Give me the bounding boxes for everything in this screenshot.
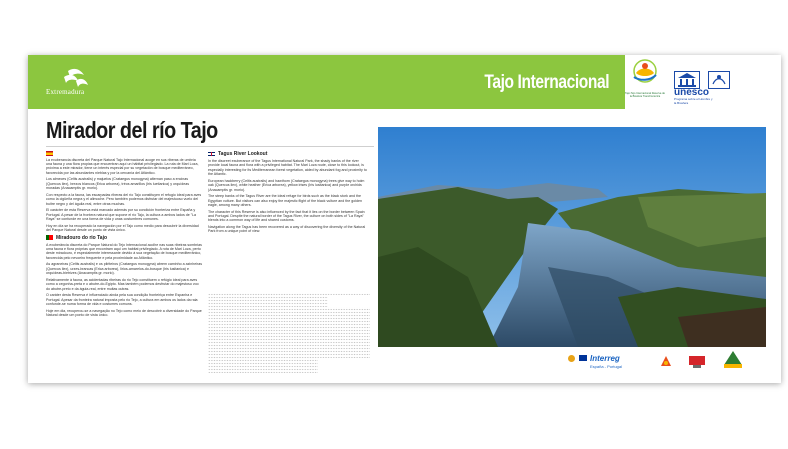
interreg-logo-text: Interreg	[590, 354, 620, 363]
spanish-paragraph: Hoy en día se ha recuperado la navegación por el Tajo como medio para descubrir la diversidad del Parque Natural desde un punto de vista único.	[46, 223, 199, 232]
unesco-wordmark: unesco	[674, 87, 710, 98]
reserve-logo-text: Tajo-Tejo Internacional Reserva de la Biosfera Transfronteriza	[625, 92, 665, 98]
unesco-subtitle: Programa sobre el Hombre y la Biosfera	[674, 97, 713, 105]
braille-spacer	[328, 295, 370, 307]
text-column-right	[208, 151, 370, 236]
spanish-paragraph: La exuberancia discreta del Parque Natural Tajo Internacional acoge en sus riberas de umbría una fauna y una flora propias que encuentran aquí un hábitat privilegiado. La ruta de Mari Loza, próxima a este mirador, tiene un interés especial por su vegetación de bosque mediterráneo, favorecida por las abundantes nieblas y por la cercanía del Atlántico.	[46, 157, 199, 175]
uk-flag-icon	[208, 152, 215, 157]
portuguese-paragraph: As agraneiras (Celtis australis) e os pilriteiros (Crataegus monogyna) abrem caminho a azinheiras (Quercus ilex), urzes-brancas (Erica arborea), lírios-amarelos-do-bosque (Iris lusitanica) e orquídeas-bietrizes (Anacamptis gr. morio).	[46, 262, 202, 276]
portuguese-paragraph: Relativamente à fauna, as acidentadas ribeiras do rio Tejo constituem o refúgio ideal para aves como a cegonha-preta e o abutre-do-Egipto. Mas também podemos desfrutar do majestoso voo do abutre-preto e da águia-real, entre muitas outras.	[46, 277, 199, 291]
english-paragraph: European hackberry (Celtis australis) and hawthorn (Crataegus monogyna) trees give way to holm oak (Quercus ilex), white heather (Erica arborea), yellow irises (Iris lusitanica) and purple orchids (Anacamptis gr. morio).	[208, 178, 365, 192]
portuguese-paragraph: A exuberância discreta do Parque Natural do Tejo Internacional acolhe nas suas ribeiras sombrias uma fauna e flora próprias que encontram aqui um habitat privilegiado. A rota de Mari Loza, perto deste miradouro, é especialmente interessante devido à sua vegetação de bosque mediterrânico, favorecida pelo nevoeiro frequente e pela proximidade ao Atlântico.	[46, 242, 202, 260]
text-column-left	[46, 151, 202, 320]
portuguese-paragraph: O caráter desta Reserva é influenciado ainda pela sua condição fronteiriça entre Espanha e Portugal. Apesar da fronteira natural imposta pelo rio Tejo, a cultura em ambos os lados da raia confunde-se numa forma de vida e costumes comuns.	[46, 293, 198, 306]
portuguese-heading: Miradouro do rio Tajo	[56, 234, 108, 241]
spain-flag-icon	[46, 151, 53, 156]
eu-flag-icon	[579, 355, 587, 361]
page-title: Mirador del río Tajo	[46, 117, 218, 143]
spanish-paragraph: Con respecto a la fauna, las escarpadas riberas del río Tajo constituyen el refugio ideal para aves como la cigüeña negra y el alimoche. Pero también podemos disfrutar del majestuoso vuelo del buitre negro y del águila real, entre otras muchas.	[46, 192, 202, 206]
extremadura-logo-text: Extremadura	[46, 88, 85, 96]
header-banner	[28, 55, 781, 109]
partner-logo-icon	[688, 353, 706, 369]
spanish-paragraph: Los almeces (Celtis australis) y majuelos (Crataegus monogyna) alternan paso a encinas (Quercus ilex), brezos blancos (Erica arborea), tréos amarillos (Iris luetianica) y orquídeas moradas (Anacamptis gr. morio).	[46, 177, 190, 191]
biosphere-reserve-logo-icon	[626, 57, 664, 107]
braille-spacer	[318, 358, 370, 374]
banner-title: Tajo Internacional	[484, 72, 609, 93]
spanish-paragraph: El carácter de esta Reserva está marcado además por su condición fronteriza entre España y Portugal. A pesar de la frontera natural que supone el río Tajo, la cultura a ambos lados de "La Raya" se confunde en una forma de vida y unas costumbres comunes.	[46, 208, 197, 221]
mab-program-icon	[708, 71, 730, 89]
english-section-header	[208, 151, 370, 157]
english-heading: Tagus River Lookout	[218, 151, 268, 157]
english-paragraph: The steep banks of the Tagus River are the ideal refuge for birds such as the black stork and the Egyptian vulture. But visitors can also enjoy the majestic flight of the black vulture and the golden eagle, among many others.	[208, 194, 363, 208]
portugal-flag-icon	[46, 235, 53, 240]
park-logo-icon	[722, 349, 744, 369]
interreg-subtitle: España - Portugal	[590, 364, 623, 369]
english-paragraph: Navigation along the Tagus has been recovered as a way of discovering the diversity of the Natural Park from a unique point of view.	[208, 225, 366, 234]
river-landscape-photo	[378, 127, 766, 347]
info-panel	[28, 55, 781, 383]
spanish-section-header	[46, 151, 202, 156]
extremadura-logo-icon	[46, 63, 106, 103]
title-divider	[46, 146, 374, 147]
regional-logo-icon	[658, 353, 674, 369]
portuguese-paragraph: Hoje em dia, recuperou-se a navegação no Tejo como meio de descobrir a diversidade do Parque Natural desde um ponto de vista único.	[46, 308, 202, 317]
english-paragraph: The character of this Reserve is also influenced by the fact that it lies on the border between Spain and Portugal. Despite the natural border of the Tagus River, the culture on both sides of "La Raya" blends into a common way of life and shared customs.	[208, 209, 365, 223]
programme-logo-icon	[568, 355, 575, 362]
portuguese-section-header	[46, 235, 202, 241]
english-paragraph: In the discreet exuberance of the Tagus International Natural Park, the shady banks of the river provide local fauna and flora with a privileged habitat. The Mari Loza route, close to this lookout, is especially interesting for its Mediterranean forest vegetation, aided by abundant fog and proximity to the Atlantic.	[208, 159, 367, 177]
